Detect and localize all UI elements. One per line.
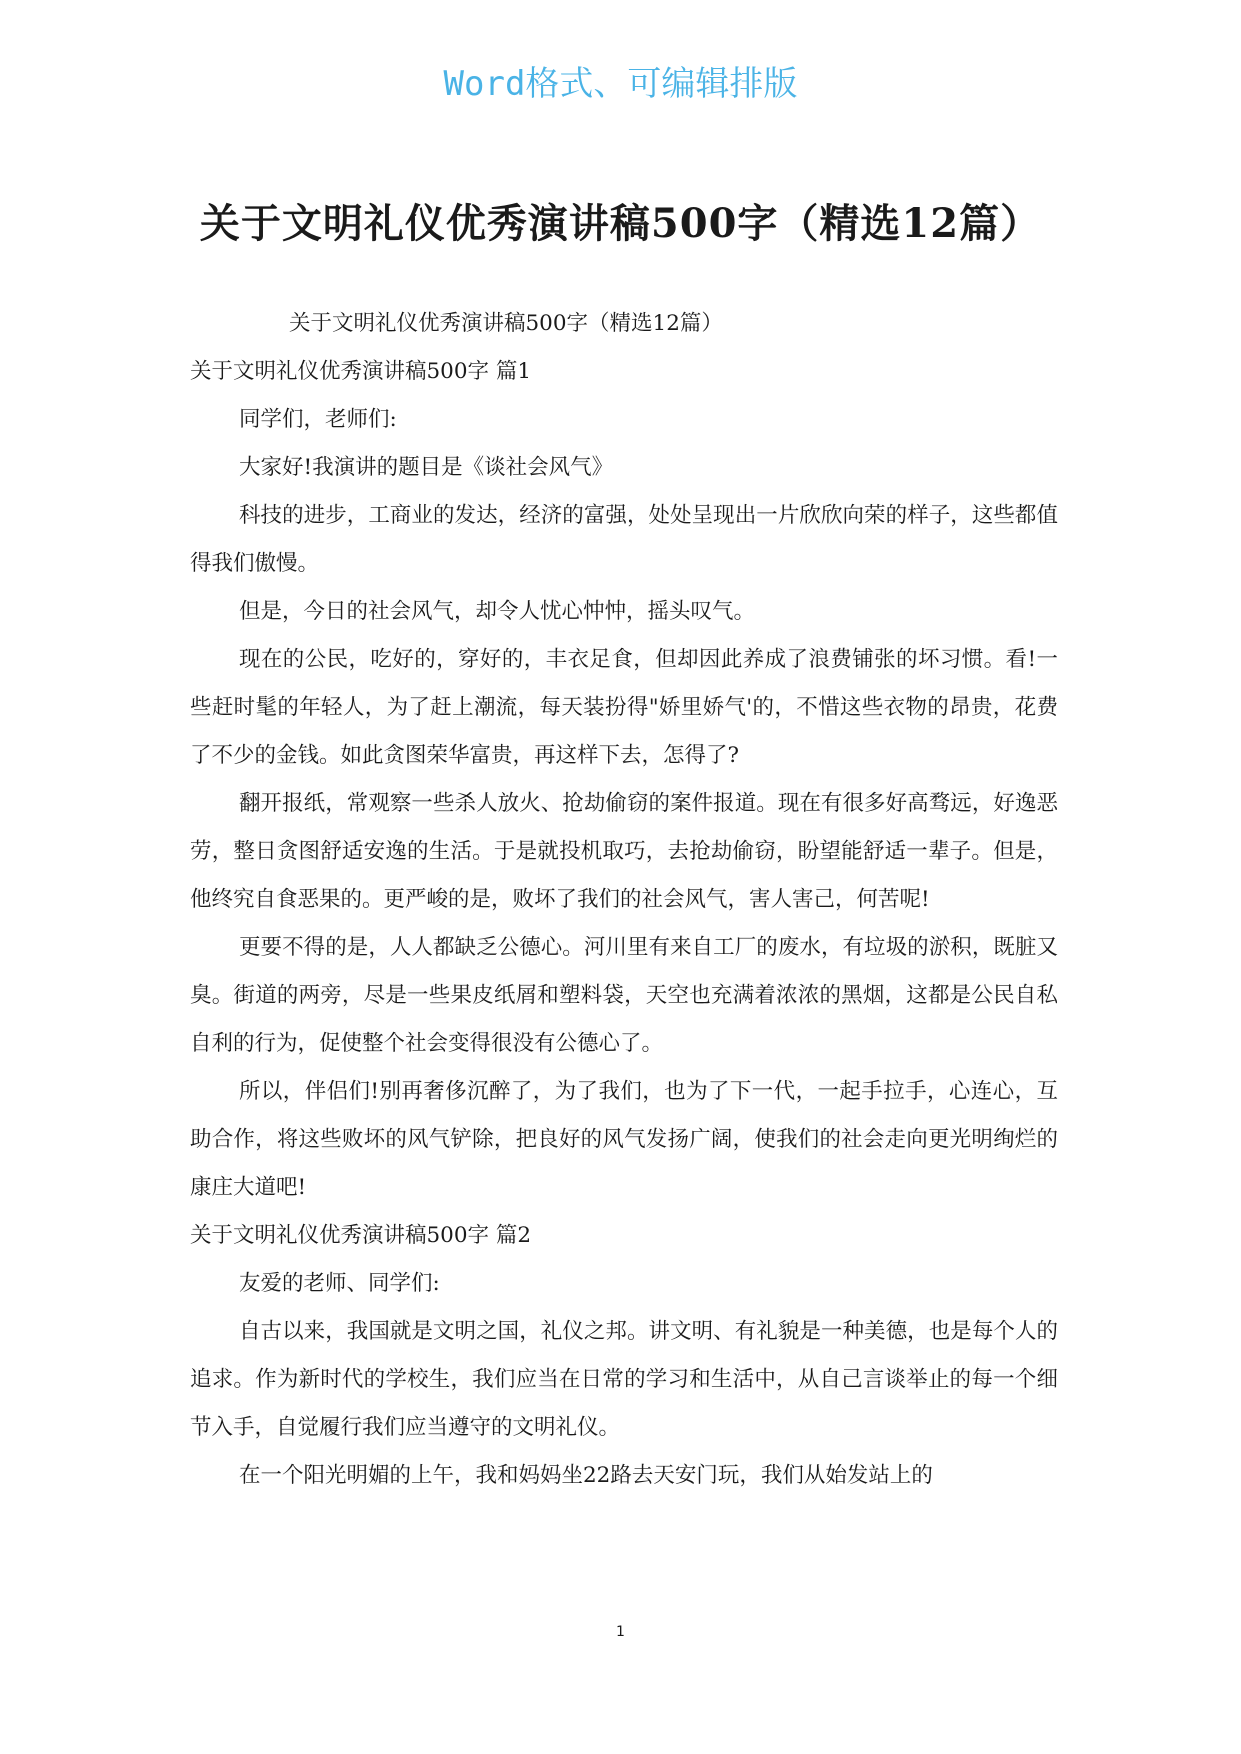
paragraph: 现在的公民，吃好的，穿好的，丰衣足食，但却因此养成了浪费铺张的坏习惯。看!一些赶时髦的年轻人，为了赶上潮流，每天装扮得"娇里娇气'的，不惜这些衣物的昂贵，花费了不少的金钱。如此贪图荣华富贵，再这样下去，怎得了? <box>190 647 1058 768</box>
paragraph: 大家好!我演讲的题目是《谈社会风气》 <box>239 455 614 480</box>
paragraph: 在一个阳光明媚的上午，我和妈妈坐22路去天安门玩，我们从始发站上的 <box>239 1463 933 1488</box>
paragraph: 友爱的老师、同学们: <box>239 1271 440 1296</box>
document-subtitle: 关于文明礼仪优秀演讲稿500字（精选12篇） <box>289 311 723 336</box>
section-heading: 关于文明礼仪优秀演讲稿500字 篇2 <box>190 1223 532 1248</box>
section-heading: 关于文明礼仪优秀演讲稿500字 篇1 <box>190 359 532 384</box>
paragraph: 科技的进步，工商业的发达，经济的富强，处处呈现出一片欣欣向荣的样子，这些都值得我们傲慢。 <box>190 503 1058 576</box>
paragraph: 但是，今日的社会风气，却令人忧心忡忡，摇头叹气。 <box>239 599 756 624</box>
paragraph: 翻开报纸，常观察一些杀人放火、抢劫偷窃的案件报道。现在有很多好高骛远，好逸恶劳，整日贪图舒适安逸的生活。于是就投机取巧，去抢劫偷窃，盼望能舒适一辈子。但是，他终究自食恶果的。更严峻的是，败坏了我们的社会风气，害人害己，何苦呢! <box>190 791 1058 912</box>
watermark-header: Word格式、可编辑排版 <box>443 64 798 104</box>
paragraph: 更要不得的是，人人都缺乏公德心。河川里有来自工厂的废水，有垃圾的淤积，既脏又臭。街道的两旁，尽是一些果皮纸屑和塑料袋，天空也充满着浓浓的黑烟，这都是公民自私自利的行为，促使整个社会变得很没有公德心了。 <box>190 935 1058 1056</box>
paragraph: 自古以来，我国就是文明之国，礼仪之邦。讲文明、有礼貌是一种美德，也是每个人的追求。作为新时代的学校生，我们应当在日常的学习和生活中，从自己言谈举止的每一个细节入手，自觉履行我们应当遵守的文明礼仪。 <box>190 1319 1058 1440</box>
page-number: 1 <box>616 1624 625 1640</box>
paragraph: 同学们，老师们: <box>239 407 397 432</box>
document-body <box>190 300 1058 1500</box>
paragraph: 所以，伴侣们!别再奢侈沉醉了，为了我们，也为了下一代，一起手拉手，心连心，互助合作，将这些败坏的风气铲除，把良好的风气发扬广阔，使我们的社会走向更光明绚烂的康庄大道吧! <box>190 1079 1058 1200</box>
document-title: 关于文明礼仪优秀演讲稿500字（精选12篇） <box>199 200 1042 247</box>
